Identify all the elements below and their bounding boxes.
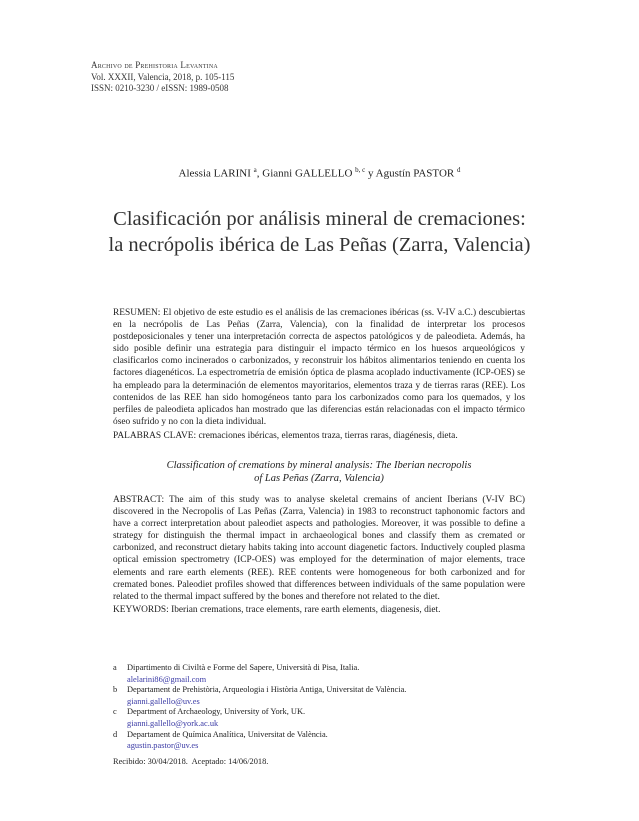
author-name: Agustín PASTOR	[375, 167, 455, 180]
affiliation-email[interactable]: gianni.gallello@york.ac.uk	[127, 718, 219, 728]
journal-header	[91, 60, 234, 95]
author-name: Alessia LARINI	[178, 167, 251, 180]
author-affiliation-mark: b, c	[355, 166, 366, 174]
palabras-clave: PALABRAS CLAVE: cremaciones ibéricas, elementos traza, tierras raras, diagénesis, dieta.	[113, 431, 458, 441]
resumen-paragraph: RESUMEN: El objetivo de este estudio es el análisis de las cremaciones ibéricas (ss. V-IV a.C.) descubiertas en la necrópolis de Las Peñas (Zarra, Valencia), con la finalidad de interpretar los procesos postdeposicionales y tener una interpretación correcta de aspectos patológicos y de paleodieta. Además, ha sido posible definir una estrategia para distinguir el impacto térmico en los huesos arqueológicos y clasificarlos como incinerados o carbonizados, y reconstruir los hábitos alimentarios teniendo en cuenta los factores diagenéticos. La espectrometría de emisión óptica de plasma acoplado inductivamente (ICP-OES) se ha empleado para la determinación de elementos mayoritarios, elementos traza y de tierras raras (REE). Los contenidos de las REE han sido homogéneos tanto para los carbonizados como para los quemados, y los perfiles de paleodieta aplicados han mostrado que las diferencias están relacionadas con el impacto térmico óseo sufrido y no con la dieta individual.	[113, 308, 525, 427]
author-name: Gianni GALLELLO	[262, 167, 353, 180]
affiliation-text: Dipartimento di Civiltà e Forme del Sapere, Università di Pisa, Italia.	[127, 663, 360, 672]
english-title	[113, 459, 525, 485]
affiliation-letter: b	[113, 685, 118, 695]
received-accepted-dates: Recibido: 30/04/2018. Aceptado: 14/06/2018.	[113, 757, 269, 766]
affiliation-letter: a	[113, 663, 117, 672]
affiliation-text: Departament de Prehistòria, Arqueologia i Història Antiga, Universitat de València.	[127, 685, 407, 695]
affiliation-item	[113, 685, 543, 707]
abstract-paragraph: ABSTRACT: The aim of this study was to analyse skeletal cremains of ancient Iberians (V-IV BC) discovered in the Necropolis of Las Peñas (Zarra, Valencia) in 1983 to reconstruct taphonomic factors and have a correct interpretation about paleodiet aspects and pathologies. Moreover, it was possible to define a strategy for distinguish the thermal impact in archaeological bones and classify them as cremated or carbonized, and reconstruct dietary habits taking into account diagenetic factors. Inductively coupled plasma optical emission spectrometry (ICP-OES) was employed for the determination of major elements, trace elements and rare earth elements (REE). REE contents were homogeneous for both carbonized and for cremated bones. Paleodiet profiles showed that differences between individuals of the same population were related to the thermal impact suffered by the bones and therefore not related to the diet.	[113, 495, 525, 602]
affiliation-text: Departament de Química Analítica, Universitat de València.	[127, 729, 328, 739]
affiliation-letter: c	[113, 707, 117, 717]
paper-title	[40, 206, 599, 258]
affiliation-item	[113, 707, 543, 729]
title-line: la necrópolis ibérica de Las Peñas (Zarra, Valencia)	[108, 234, 531, 256]
affiliation-email[interactable]: agustin.pastor@uv.es	[127, 741, 199, 751]
author-separator: y	[365, 167, 376, 180]
journal-name: Archivo de Prehistoria Levantina	[91, 60, 218, 70]
affiliation-email[interactable]: alelarini86@gmail.com	[127, 674, 207, 684]
author-affiliation-mark: a	[253, 166, 257, 174]
journal-volume: Vol. XXXII, Valencia, 2018, p. 105-115	[91, 71, 235, 82]
keywords: KEYWORDS: Iberian cremations, trace elements, rare earth elements, diagenesis, diet.	[113, 605, 441, 615]
journal-issn: ISSN: 0210-3230 / eISSN: 1989-0508	[91, 83, 229, 93]
author-separator: ,	[256, 167, 263, 180]
affiliation-item	[113, 730, 543, 752]
english-title-line: Classification of cremations by mineral analysis: The Iberian necropolis	[166, 460, 472, 471]
affiliation-list	[113, 663, 543, 752]
affiliation-item	[113, 663, 543, 685]
affiliation-letter: d	[113, 729, 118, 739]
affiliation-email[interactable]: gianni.gallello@uv.es	[127, 696, 200, 706]
english-title-line: of Las Peñas (Zarra, Valencia)	[254, 473, 384, 484]
affiliation-text: Department of Archaeology, University of York, UK.	[127, 707, 306, 717]
author-affiliation-mark: d	[456, 166, 461, 174]
author-list	[0, 166, 639, 180]
title-line: Clasificación por análisis mineral de cremaciones:	[113, 208, 526, 230]
